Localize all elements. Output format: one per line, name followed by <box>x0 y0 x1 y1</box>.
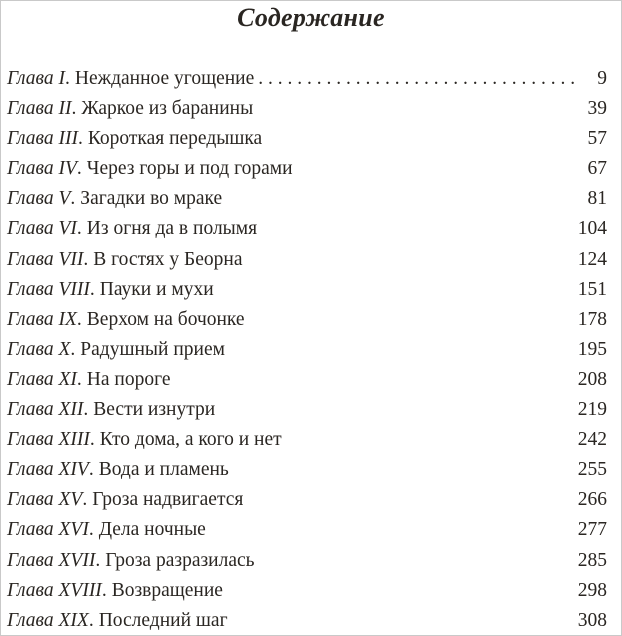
chapter-separator: . <box>76 308 82 330</box>
chapter-separator: . <box>71 98 77 120</box>
dot-leader <box>258 64 581 94</box>
toc-list <box>7 64 607 636</box>
toc-entry[interactable] <box>7 214 607 244</box>
toc-entry[interactable] <box>7 154 607 184</box>
page-number: 81 <box>587 188 607 210</box>
chapter-separator: . <box>89 278 95 300</box>
page-number: 308 <box>577 609 607 631</box>
toc-entry[interactable] <box>7 546 607 576</box>
chapter-title: Последний шаг <box>98 609 228 631</box>
page-number: 208 <box>577 368 607 390</box>
chapter-number: Глава XIV <box>7 459 89 481</box>
toc-entry[interactable] <box>7 305 607 335</box>
page-number: 151 <box>577 278 607 300</box>
page-number: 104 <box>577 218 607 240</box>
chapter-number: Глава VIII <box>7 278 90 300</box>
chapter-title: На пороге <box>86 368 171 390</box>
page-number: 255 <box>577 459 607 481</box>
chapter-title: Жаркое из баранины <box>81 98 254 120</box>
chapter-separator: . <box>77 128 83 150</box>
toc-entry[interactable] <box>7 485 607 515</box>
chapter-title: Короткая передышка <box>87 128 263 150</box>
page-number: 67 <box>587 158 607 180</box>
chapter-number: Глава XI <box>7 368 77 390</box>
chapter-separator: . <box>83 399 89 421</box>
toc-entry[interactable] <box>7 425 607 455</box>
chapter-number: Глава XII <box>7 399 84 421</box>
chapter-separator: . <box>76 368 82 390</box>
chapter-title: Гроза надвигается <box>92 489 244 511</box>
toc-entry[interactable] <box>7 335 607 365</box>
chapter-title: Нежданное угощение <box>74 68 255 89</box>
chapter-title: Загадки во мраке <box>80 188 223 210</box>
chapter-separator: . <box>89 429 95 451</box>
page-number: 285 <box>577 549 607 571</box>
toc-entry[interactable] <box>7 455 607 485</box>
chapter-number: Глава II <box>7 98 72 120</box>
toc-entry[interactable] <box>7 94 607 124</box>
chapter-separator: . <box>88 459 94 481</box>
toc-entry[interactable] <box>7 515 607 545</box>
page-title: Содержание <box>237 3 385 32</box>
toc-entry[interactable] <box>7 64 607 94</box>
chapter-number: Глава V <box>7 188 71 210</box>
page-number: 124 <box>577 248 607 270</box>
chapter-number: Глава X <box>7 338 71 360</box>
page-number: 195 <box>577 338 607 360</box>
chapter-separator: . <box>88 609 94 631</box>
chapter-separator: . <box>88 519 94 541</box>
chapter-number: Глава III <box>7 128 78 150</box>
chapter-separator: . <box>95 549 101 571</box>
chapter-number: Глава I <box>7 68 65 89</box>
chapter-separator: . <box>70 338 76 360</box>
chapter-number: Глава XVII <box>7 549 96 571</box>
chapter-title: Возвращение <box>111 579 223 601</box>
chapter-separator: . <box>76 158 82 180</box>
chapter-title: Пауки и мухи <box>99 278 214 300</box>
page-number: 277 <box>577 519 607 541</box>
chapter-number: Глава XIX <box>7 609 89 631</box>
page-number: 39 <box>587 98 607 120</box>
toc-entry[interactable] <box>7 395 607 425</box>
page-number: 178 <box>577 308 607 330</box>
chapter-title: Из огня да в полымя <box>86 218 258 240</box>
toc-entry[interactable] <box>7 124 607 154</box>
toc-entry[interactable] <box>7 275 607 305</box>
chapter-title: Кто дома, а кого и нет <box>99 429 282 451</box>
chapter-separator: . <box>82 489 88 511</box>
page-number: 266 <box>577 489 607 511</box>
chapter-title: Дела ночные <box>98 519 206 541</box>
toc-entry[interactable] <box>7 576 607 606</box>
chapter-number: Глава XVI <box>7 519 89 541</box>
chapter-number: Глава XIII <box>7 429 90 451</box>
page-number: 219 <box>577 399 607 421</box>
chapter-number: Глава IV <box>7 158 77 180</box>
chapter-separator: . <box>65 68 70 89</box>
chapter-separator: . <box>83 248 89 270</box>
toc-entry[interactable] <box>7 606 607 636</box>
chapter-separator: . <box>76 218 82 240</box>
chapter-title: В гостях у Беорна <box>93 248 243 270</box>
chapter-number: Глава VII <box>7 248 84 270</box>
chapter-number: Глава IX <box>7 308 77 330</box>
page-number: 9 <box>597 68 607 89</box>
chapter-title: Через горы и под горами <box>86 158 293 180</box>
chapter-number: Глава XV <box>7 489 83 511</box>
chapter-separator: . <box>70 188 76 210</box>
chapter-number: Глава XVIII <box>7 579 102 601</box>
chapter-title: Верхом на бочонке <box>86 308 245 330</box>
toc-entry[interactable] <box>7 245 607 275</box>
chapter-separator: . <box>101 579 107 601</box>
chapter-title: Вода и пламень <box>98 459 229 481</box>
chapter-title: Радушный прием <box>80 338 225 360</box>
chapter-number: Глава VI <box>7 218 77 240</box>
toc-entry[interactable] <box>7 184 607 214</box>
toc-entry[interactable] <box>7 365 607 395</box>
page-number: 57 <box>587 128 607 150</box>
chapter-title: Гроза разразилась <box>105 549 255 571</box>
page-number: 298 <box>577 579 607 601</box>
page-number: 242 <box>577 429 607 451</box>
chapter-title: Вести изнутри <box>93 399 216 421</box>
